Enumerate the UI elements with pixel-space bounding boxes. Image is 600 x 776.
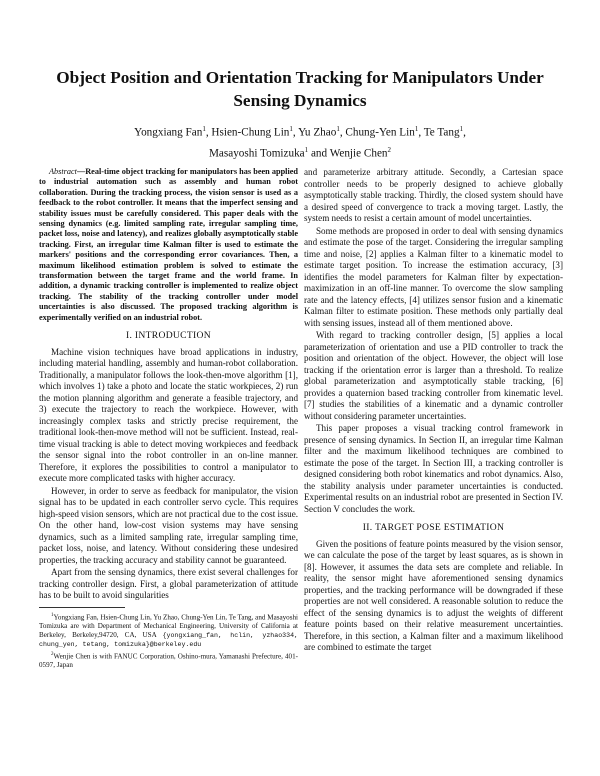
author-name: Wenjie Chen [329, 147, 388, 160]
abstract [39, 167, 298, 323]
author-line-1 [40, 121, 560, 142]
footnote-affiliation-2 [39, 650, 298, 670]
affiliation-mark: 1 [304, 145, 309, 154]
affiliation-mark: 1 [202, 125, 206, 133]
affiliation-mark: 1 [414, 125, 419, 133]
body-paragraph: and parameterize arbitrary attitude. Secondly, a Cartesian space controller needs to be properly designed to achieve globally asymptotically stable tracking. Thirdly, the closed system should have a desired speed of convergence to track a moving target. Lastly, the system needs to resist a certain amount of model uncertainties. [304, 167, 563, 223]
author-name: Yongxiang Fan [134, 126, 203, 139]
affiliation-mark: 1 [289, 125, 293, 133]
author-separator: , [339, 126, 346, 139]
body-paragraph: Given the positions of feature points measured by the vision sensor, we can calculate the pose of the target by least squares, as is shown in [8]. However, it assumes the data sets are complete and reliable. In reality, the sensor might have aforementioned sensing dynamics properties, and the tracking performance will be downgraded if these properties are not well considered. A reasonable solution to reduce the effect of the sensing dynamics is to adjust the weights of different feature points based on their relative measurement uncertainties. Therefore, in this section, a Kalman filter and a maximum likelihood are combined to estimate the target [304, 538, 563, 652]
body-paragraph: However, in order to serve as feedback for manipulator, the vision signal has to be updated in each controller servo cycle. This requires high-speed vision sensors, which are not practical due to the cost issue. On the other hand, low-cost vision systems may have sensing dynamics, such as a limited sampling rate, irregular sampling time, packet loss, noise, and latency. Without considering these undesired properties, the tracking accuracy and stability cannot be guaranteed. [39, 485, 298, 565]
footnote-affiliation-1 [39, 611, 298, 649]
footnote-mark: 1 [51, 612, 54, 618]
body-paragraph: Machine vision techniques have broad applications in industry, including material handling, assembly and human-robot collaboration. Traditionally, a manipulator follows the look-then-move algorithm [1], which involves 1) take a photo and locate the static workpieces, 2) run the motion planning algorithm and generate a feasible trajectory, and 3) execute the trajectory to reach the workpiece. However, with increasingly complex tasks and strictly precise requirement, the traditional look-then-move method will not be sufficient. Instead, real-time visual tracking is able to detect moving workpieces and feedback the sensor signal into the robot controller in an on-line manner. Therefore, it explores the possibilities to control a manipulator to execute more complicated tasks with higher accuracy. [39, 346, 298, 484]
author-separator: , [463, 126, 466, 139]
footnote-emails: {yongxiang_fan, hclin, yzhao334, chung_yen, tetang, tomizuka}@berkeley.edu [39, 631, 299, 648]
author-separator: , [205, 126, 212, 139]
footnote-mark: 2 [51, 651, 54, 657]
abstract-label: Abstract [49, 167, 77, 176]
body-paragraph: Some methods are proposed in order to deal with sensing dynamics and estimate the pose of the target. Considering the irregular sampling time and noise, [2] applies a Kalman filter to a kinematic model to estimate target position. To increase the estimation accuracy, [3] identifies the model parameters for Kalman filter by expectation-maximization in an off-line manner. To overcome the slow sampling rate and the latency effects, [4] utilizes sensor fusion and a kinematic Kalman filter to estimate position. These methods only partially deal with sensing issues, instead all of them mentioned above. [304, 225, 563, 328]
footnote-text: Yongxiang Fan, Hsien-Chung Lin, Yu Zhao, Chung-Yen Lin, Te Tang, and Masayoshi Tomizuka are with Department of Mechanical Engineering, University of California at Berkeley, Berkeley,94720, CA, USA [39, 612, 298, 639]
author-separator: , [292, 126, 299, 139]
affiliation-mark: 1 [459, 125, 464, 133]
section-heading-target-pose: II. TARGET POSE ESTIMATION [362, 522, 505, 533]
body-paragraph: With regard to tracking controller design, [5] applies a local parameterization of orientation and use a PID controller to track the position and orientation of the object. However, the object will lose tracking if the orientation error is larger than a threshold. To realize global parameterization and asymptotically stable tracking, [6] provides a quaternion based tracking controller from kinematic level. [7] studies the stabilities of a kinematic and a dynamic controller without considering parameter uncertainties. [304, 330, 563, 421]
affiliation-mark: 1 [336, 125, 340, 133]
left-column [39, 167, 298, 670]
author-name: Hsien-Chung Lin [211, 126, 290, 139]
section-heading-introduction: I. INTRODUCTION [126, 330, 211, 342]
body-paragraph: Apart from the sensing dynamics, there exist several challenges for tracking controller design. First, a global parameterization of attitude has to be built to avoid singularities [39, 567, 298, 601]
paper-title: Object Position and Orientation Tracking for Manipulators Under Sensing Dynamics [56, 68, 544, 110]
right-column [304, 167, 563, 654]
author-separator: , [418, 126, 424, 139]
author-name: Chung-Yen Lin [345, 126, 415, 139]
affiliation-mark: 2 [387, 145, 392, 154]
body-paragraph: This paper proposes a visual tracking control framework in presence of sensing dynamics. In Section II, an irregular time Kalman filter and the maximum likelihood techniques are combined to estimate the pose of the target. In Section III, a tracking controller is designed considering both robot kinematics and robot dynamics. Also, the stability analysis under parameter uncertainties is conducted. Experimental results on an industrial robot are presented in Section IV. Section V concludes the work. [304, 423, 563, 514]
author-list [40, 121, 560, 162]
author-line-2 [40, 142, 560, 163]
author-separator: and [308, 147, 330, 160]
author-name: Te Tang [423, 126, 460, 139]
footnote-divider [39, 607, 125, 608]
author-name: Masayoshi Tomizuka [208, 147, 305, 160]
footnote-text: Wenjie Chen is with FANUC Corporation, Oshino-mura, Yamanashi Prefecture, 401-0597, Japan [39, 652, 298, 670]
abstract-text: —Real-time object tracking for manipulators has been applied to industrial automation such as assembly and human robot collaboration. During the tracking process, the vision sensor is used as a feedback to the robot controller. It means that the imperfect sensing and stability issues must be carefully considered. This paper deals with the sensing dynamics (e.g. limited sampling rate, irregular sampling time, packet loss, noise and latency), and realizes globally asymptotically stable tracking. First, an irregular time Kalman filter is used to estimate the markers' positions and the corresponding error covariances. Then, a maximum likelihood estimation problem is solved to estimate the transformation between the target frame and the world frame. In addition, a dynamic tracking controller is implemented to realize object tracking. The stability of the tracking controller under model uncertainties is also discussed. The proposed tracking algorithm is experimentally verified on an industrial robot. [39, 167, 298, 322]
author-name: Yu Zhao [298, 126, 337, 139]
